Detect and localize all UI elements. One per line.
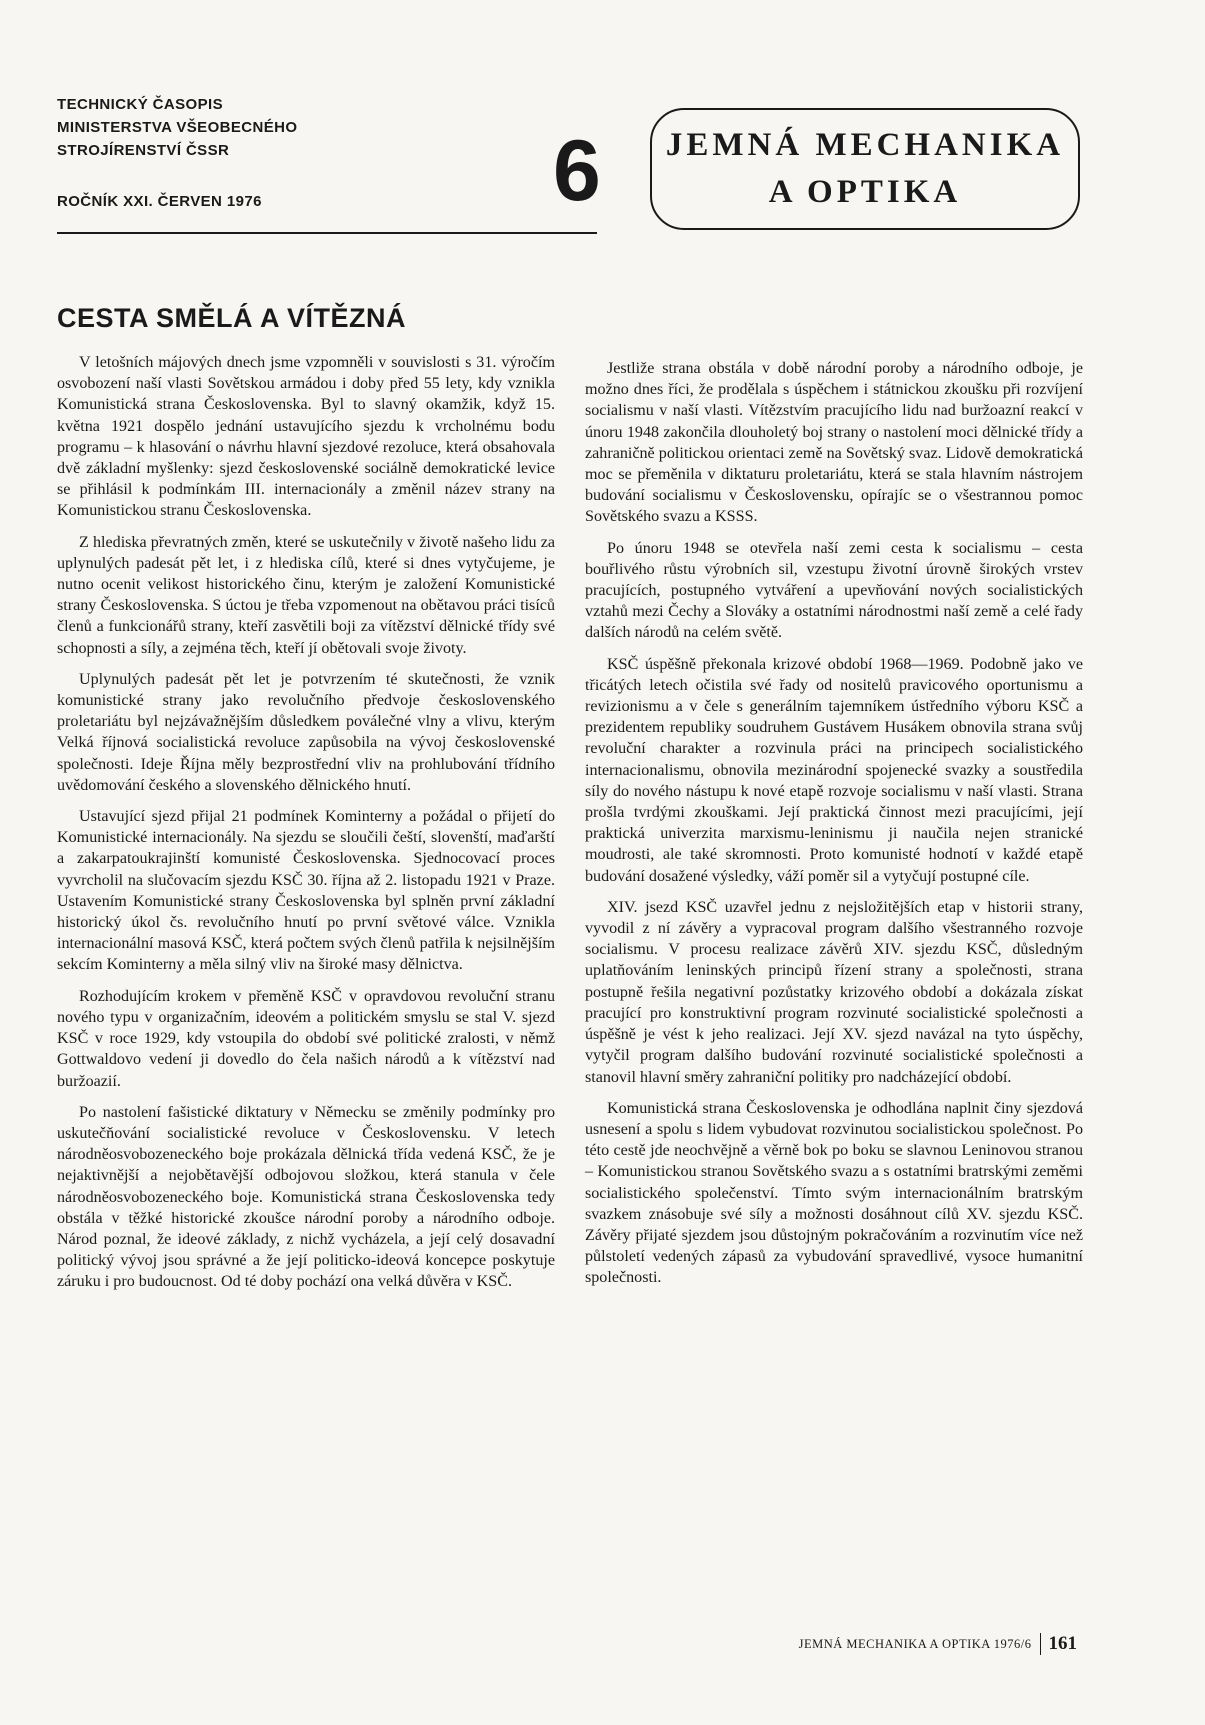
footer-journal-name: JEMNÁ MECHANIKA A OPTIKA 1976/6	[798, 1636, 1032, 1651]
article-right-column	[585, 358, 1083, 1299]
page-footer	[799, 1633, 1077, 1655]
page-number: 161	[1048, 1633, 1077, 1654]
publisher-line: MINISTERSTVA VŠEOBECNÉHO	[57, 119, 298, 136]
article-left-column	[57, 352, 555, 1303]
article-paragraph: Z hlediska převratných změn, které se uskutečnily v životě našeho lidu za uplynulých padesát pět let, i z hlediska cílů, které si dnes vytyčujeme, je nutno ocenit velikost historického činu, kterým je založení Komunistické strany Československa. S úctou je třeba vzpomenout na obětavou práci tisíců členů a funkcionářů strany, kteří zasvětili boji za vítězství dělnické třídy své schopnosti a síly, a zejména těch, kteří jí obětovali svoje životy.	[57, 533, 555, 657]
publisher-block	[57, 93, 377, 162]
journal-title-line: JEMNÁ MECHANIKA	[665, 127, 1065, 163]
article-paragraph: Ustavující sjezd přijal 21 podmínek Kominterny a požádal o přijetí do Komunistické internacionály. Na sjezdu se sloučili čeští, slovenští, maďarští a zakarpatoukrajinští komunisté Československa. Sjednocovací proces vyvrcholil na slučovacím sjezdu KSČ 30. října až 2. listopadu 1921 v Praze. Ustavením Komunistické strany Československa byl splněn první základní historický úkol čs. revolučního hnutí po první světové válce. Vznikla internacionální masová KSČ, která počtem svých členů patřila k nejsilnějším sekcím Kominterny a měla silný vliv na široké masy dělnictva.	[57, 808, 555, 974]
publisher-line: TECHNICKÝ ČASOPIS	[57, 96, 223, 113]
publisher-line: STROJÍRENSTVÍ ČSSR	[57, 142, 230, 159]
journal-title-line: A OPTIKA	[768, 174, 962, 210]
article-paragraph: Po nastolení fašistické diktatury v Německu se změnily podmínky pro uskutečňování socialistické revoluce v Československu. V letech národněosvobozeneckého boje prokázala dělnická třída vedená KSČ, že je nejaktivnější a nejobětavější odbojovou složkou, která stanula v čele národněosvobozeneckého boje. Komunistická strana Československa tedy obstála v těžké historické zkoušce národní poroby a národního odboje. Národ poznal, že ideové základy, z nichž vycházela, a její celý dosavadní politický vývoj jsou správné a že její politicko-ideová koncepce poskytuje záruku i pro budoucnost. Od té doby pochází ona velká důvěra v KSČ.	[57, 1103, 555, 1291]
article-paragraph: Komunistická strana Československa je odhodlána naplnit činy sjezdová usnesení a spolu s lidem vybudovat rozvinutou socialistickou společnost. Po této cestě jde neochvějně a věrně bok po boku se slavnou Leninovou stranou – Komunistickou stranou Sovětského svazu a s ostatními bratrskými zeměmi socialistického společenství. Tímto svým internacionálním bratrským svazkem znásobuje své síly a možnosti dosáhnout cílů XV. sjezdu KSČ. Závěry přijaté sjezdem jsou důstojným pokračováním a rozvinutím více než půlstoletí vedených zápasů za vybudování spravedlivé, vysoce humanitní společnosti.	[585, 1099, 1083, 1287]
journal-title-box	[650, 108, 1080, 230]
article-paragraph: V letošních májových dnech jsme vzpomněli v souvislosti s 31. výročím osvobození naší vlasti Sovětskou armádou i doby před 55 lety, kdy vznikla Komunistická strana Československa. Byl to slavný okamžik, když 15. května 1921 dospělo jednání ustavujícího sjezdu k vrcholnému bodu programu – k hlasování o návrhu hlavní sjezdové rezoluce, která obsahovala dvě základní myšlenky: sjezd československé sociálně demokratické levice se přihlásil k podmínkám III. internacionály a změnil název strany na Komunistickou stranu Československa.	[57, 354, 555, 520]
article-paragraph: XIV. jsezd KSČ uzavřel jednu z nejsložitějších etap v historii strany, vyvodil z ní závěry a vypracoval program dalšího všestranného rozvoje socialismu. V procesu realizace závěrů XIV. sjezdu KSČ, důsledným uplatňováním leninských principů řízení strany a společnosti, strana postupně řešila negativní pozůstatky krizového období a dokázala získat pracující pro konstruktivní program rozvinuté socialistické společnosti a úspěšně je vést k jeho realizaci. Její XV. sjezd navázal na tyto úspěchy, vytyčil program dalšího budování rozvinuté socialistické společnosti a stanovil hlavní směry zahraniční politiky pro nadcházející období.	[585, 898, 1083, 1086]
article-paragraph: Uplynulých padesát pět let je potvrzením té skutečnosti, že vznik komunistické strany jako revolučního předvoje československého proletariátu byl nejzávažnějším důsledkem poválečné vlny a vlivu, kterým Velká říjnová socialistická revoluce zapůsobila na vývoj československé společnosti. Ideje Října měly bezprostřední vliv na prohlubování třídního uvědomování českého a slovenského dělnického hnutí.	[57, 670, 555, 794]
article-title: CESTA SMĚLÁ A VÍTĚZNÁ	[57, 303, 407, 333]
article-paragraph: KSČ úspěšně překonala krizové období 1968—1969. Podobně jako ve třicátých letech očistila své řady od nositelů pravicového oportunismu a revizionismu a v čele s generálním tajemníkem ústředního výboru KSČ a prezidentem republiky soudruhem Gustávem Husákem obnovila strana svůj revoluční charakter a rozvinula práci na principech socialistického internacionalismu, obnovila mezinárodní spojenecké svazky a soustředila síly do nového nástupu k nové etapě rozvoje socialismu v naší vlasti. Strana prošla tvrdými zkouškami. Její praktická činnost mezi pracujícími, její praktická univerzita marxismu-leninismu ji naučila nejen stranické moudrosti, ale také skromnosti. Proto komunisté hodnotí v každé etapě budování dosažené výsledky, váží poměr sil a vytyčují postupné cíle.	[585, 655, 1083, 885]
article-paragraph: Jestliže strana obstála v době národní poroby a národního odboje, je možno dnes říci, že prodělala s úspěchem i státnickou zkoušku při rozvíjení socialismu v naší vlasti. Vítězstvím pracujícího lidu nad buržoazní reakcí v únoru 1948 zakončila dlouholetý boj strany o nastolení moci dělnické třídy a zahraničně politickou orientaci země na Sovětský svaz. Lidově demokratická moc se přeměnila v diktaturu proletariátu, která se stala hlavním nástrojem budování socialismu v Československu, opírajíc se o všestrannou pomoc Sovětského svazu a KSSS.	[585, 360, 1083, 526]
article-paragraph: Rozhodujícím krokem v přeměně KSČ v opravdovou revoluční stranu nového typu v organizačním, ideovém a politickém smyslu se stal V. sjezd KSČ v roce 1929, kdy vstoupila do období své politické zralosti, v němž Gottwaldovo vedení ji dovedlo do čela našich národů a k vítězství nad buržoazií.	[57, 987, 555, 1090]
issue-number: 6	[553, 123, 601, 219]
masthead-rule	[57, 232, 597, 234]
article-paragraph: Po únoru 1948 se otevřela naší zemi cesta k socialismu – cesta bouřlivého růstu výrobních sil, vzestupu životní úrovně širokých vrstev pracujících, postupného vytváření a upevňování nových socialistických vztahů mezi Čechy a Slováky a ostatními národnostmi naší země a celé řady dalších národů na celém světě.	[585, 539, 1083, 642]
footer-divider	[1040, 1633, 1041, 1655]
issue-date: ROČNÍK XXI. ČERVEN 1976	[57, 193, 262, 210]
